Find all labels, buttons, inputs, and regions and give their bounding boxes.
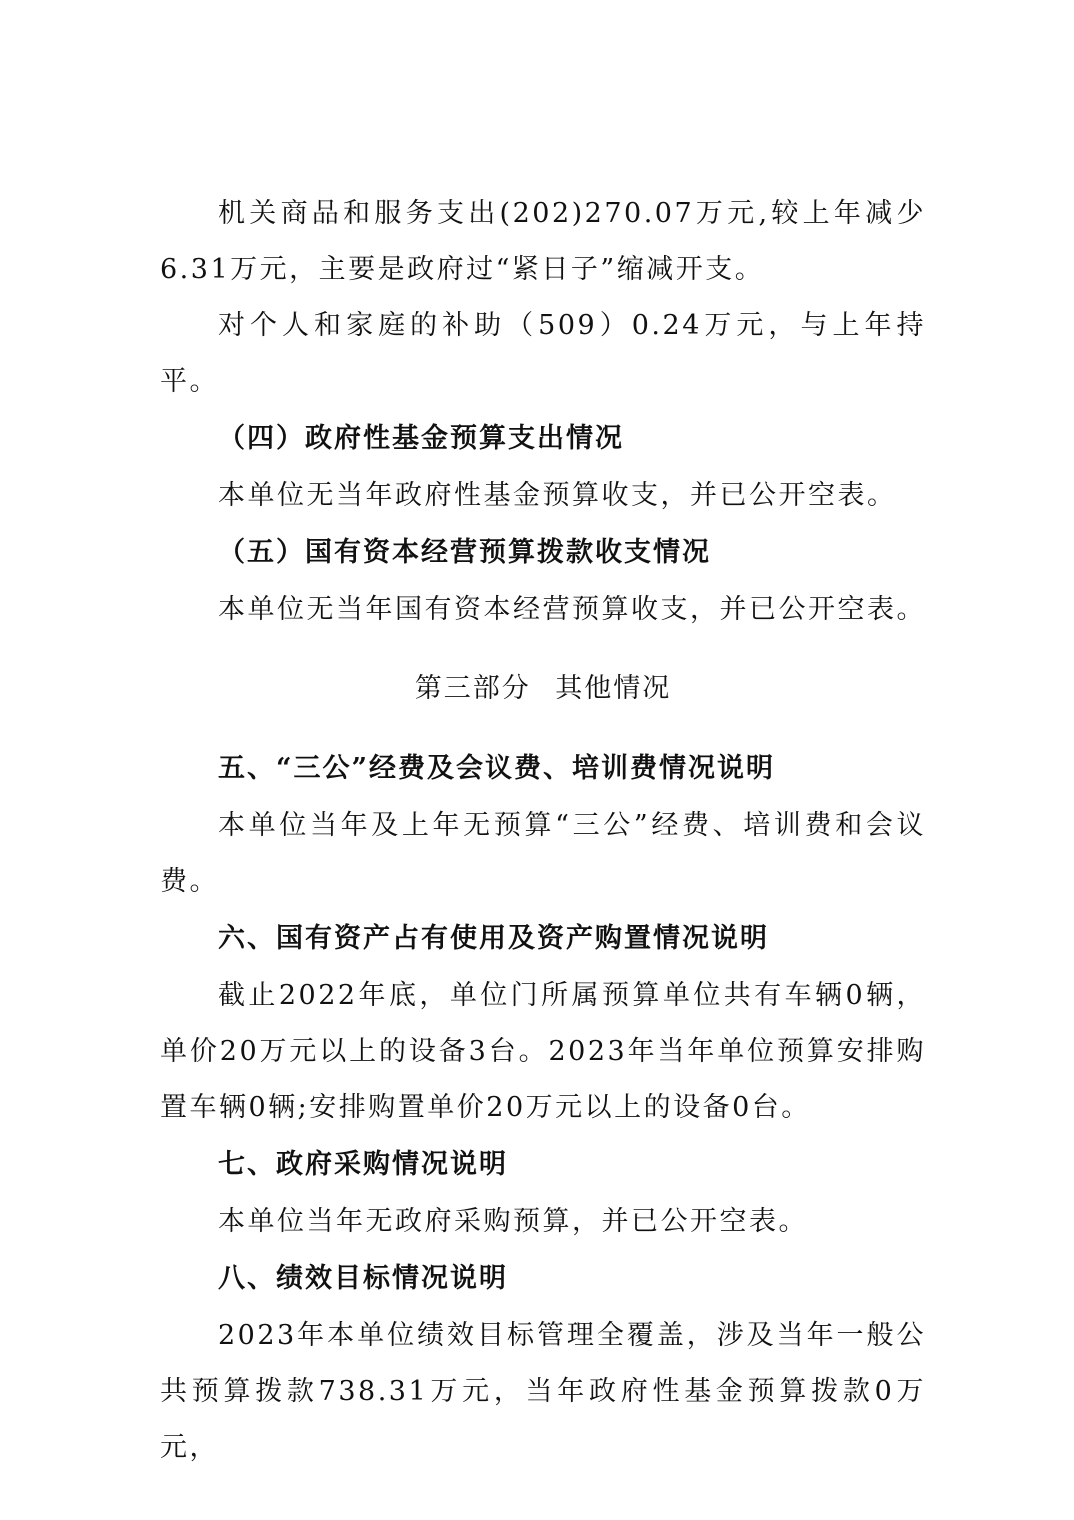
paragraph-performance-targets: 2023年本单位绩效目标管理全覆盖，涉及当年一般公共预算拨款738.31万元，当年政府性基金预算拨款0万元，: [160, 1320, 926, 1463]
heading-three-public-expenses: 五、“三公”经费及会议费、培训费情况说明: [218, 753, 776, 784]
paragraph-personal-household-subsidy: 对个人和家庭的补助（509）0.24万元，与上年持平。: [160, 310, 926, 397]
heading-government-procurement: 七、政府采购情况说明: [218, 1149, 508, 1180]
heading-state-capital-budget: （五）国有资本经营预算拨款收支情况: [218, 537, 711, 568]
heading-government-fund-budget: （四）政府性基金预算支出情况: [218, 423, 624, 454]
paragraph-government-fund-budget: 本单位无当年政府性基金预算收支，并已公开空表。: [218, 480, 897, 511]
part-three-title: 第三部分 其他情况: [414, 673, 672, 704]
paragraph-government-procurement: 本单位当年无政府采购预算，并已公开空表。: [218, 1206, 808, 1237]
heading-performance-targets: 八、绩效目标情况说明: [218, 1263, 508, 1294]
paragraph-three-public-expenses: 本单位当年及上年无预算“三公”经费、培训费和会议费。: [160, 810, 926, 897]
paragraph-commodity-services-expense: 机关商品和服务支出(202)270.07万元,较上年减少6.31万元，主要是政府过“紧日子”缩减开支。: [160, 198, 926, 285]
page-content: [160, 186, 926, 1476]
heading-state-assets: 六、国有资产占有使用及资产购置情况说明: [218, 923, 769, 954]
paragraph-state-capital-budget: 本单位无当年国有资本经营预算收支，并已公开空表。: [218, 594, 926, 625]
paragraph-state-assets: 截止2022年底，单位门所属预算单位共有车辆0辆，单价20万元以上的设备3台。2023年当年单位预算安排购置车辆0辆;安排购置单价20万元以上的设备0台。: [160, 980, 926, 1123]
